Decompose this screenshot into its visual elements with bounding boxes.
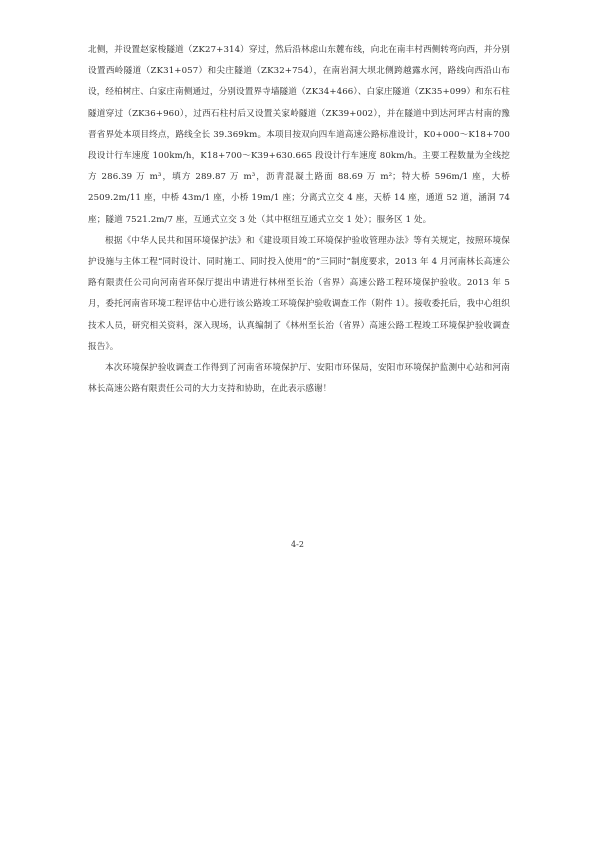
paragraph-legal-basis: 根据《中华人民共和国环境保护法》和《建设项目竣工环境保护验收管理办法》等有关规定，按照环境保护设施与主体工程“同时设计、同时施工、同时投入使用”的“三同时”制度要求，2013 年 4 月河南林长高速公路有限责任公司向河南省环保厅提出申请进行林州至长治（省界）高速公路工程环境保护验收。2013 年 5 月，委托河南省环境工程评估中心进行该公路竣工环境保护验收调查工作（附件 1）。接收委托后，我中心组织技术人员，研究相关资料，深入现场，认真编制了《林州至长治（省界）高速公路工程竣工环境保护验收调查报告》。 <box>88 235 510 352</box>
paragraph-acknowledgement: 本次环境保护验收调查工作得到了河南省环境保护厅、安阳市环保局，安阳市环境保护监测中心站和河南林长高速公路有限责任公司的大力支持和协助，在此表示感谢！ <box>88 363 510 395</box>
page-number: 4-2 <box>291 540 304 549</box>
body-text <box>88 40 510 400</box>
paragraph-project-description: 北侧，并设置赵家梭隧道（ZK27+314）穿过，然后沿林虑山东麓布线，向北在南丰村西侧转弯向西，并分别设置西岭隧道（ZK31+057）和尖庄隧道（ZK32+754），在南岩洞大坝北侧跨越露水河，路线向西沿山布设，经柏树庄、白家庄南侧通过，分别设置界寺墙隧道（ZK34+466）、白家庄隧道（ZK35+099）和东石柱隧道穿过（ZK36+960），过西石柱村后又设置关家岭隧道（ZK39+002），并在隧道中到达河坪古村南的豫晋省界处本项目终点，路线全长 39.369km。本项目按双向四车道高速公路标准设计，K0+000～K18+700 段设计行车速度 100km/h，K18+700～K39+630.665 段设计行车速度 80km/h。主要工程数量为全线挖方 286.39 万 m³，填方 289.87 万 m³，沥青混凝土路面 88.69 万 m²；特大桥 596m/1 座，大桥 2509.2m/11 座，中桥 43m/1 座，小桥 19m/1 座；分离式立交 4 座，天桥 14 座，通道 52 道，涵洞 74 座；隧道 7521.2m/7 座，互通式立交 3 处（其中枢纽互通式立交 1 处）；服务区 1 处。 <box>88 45 510 225</box>
